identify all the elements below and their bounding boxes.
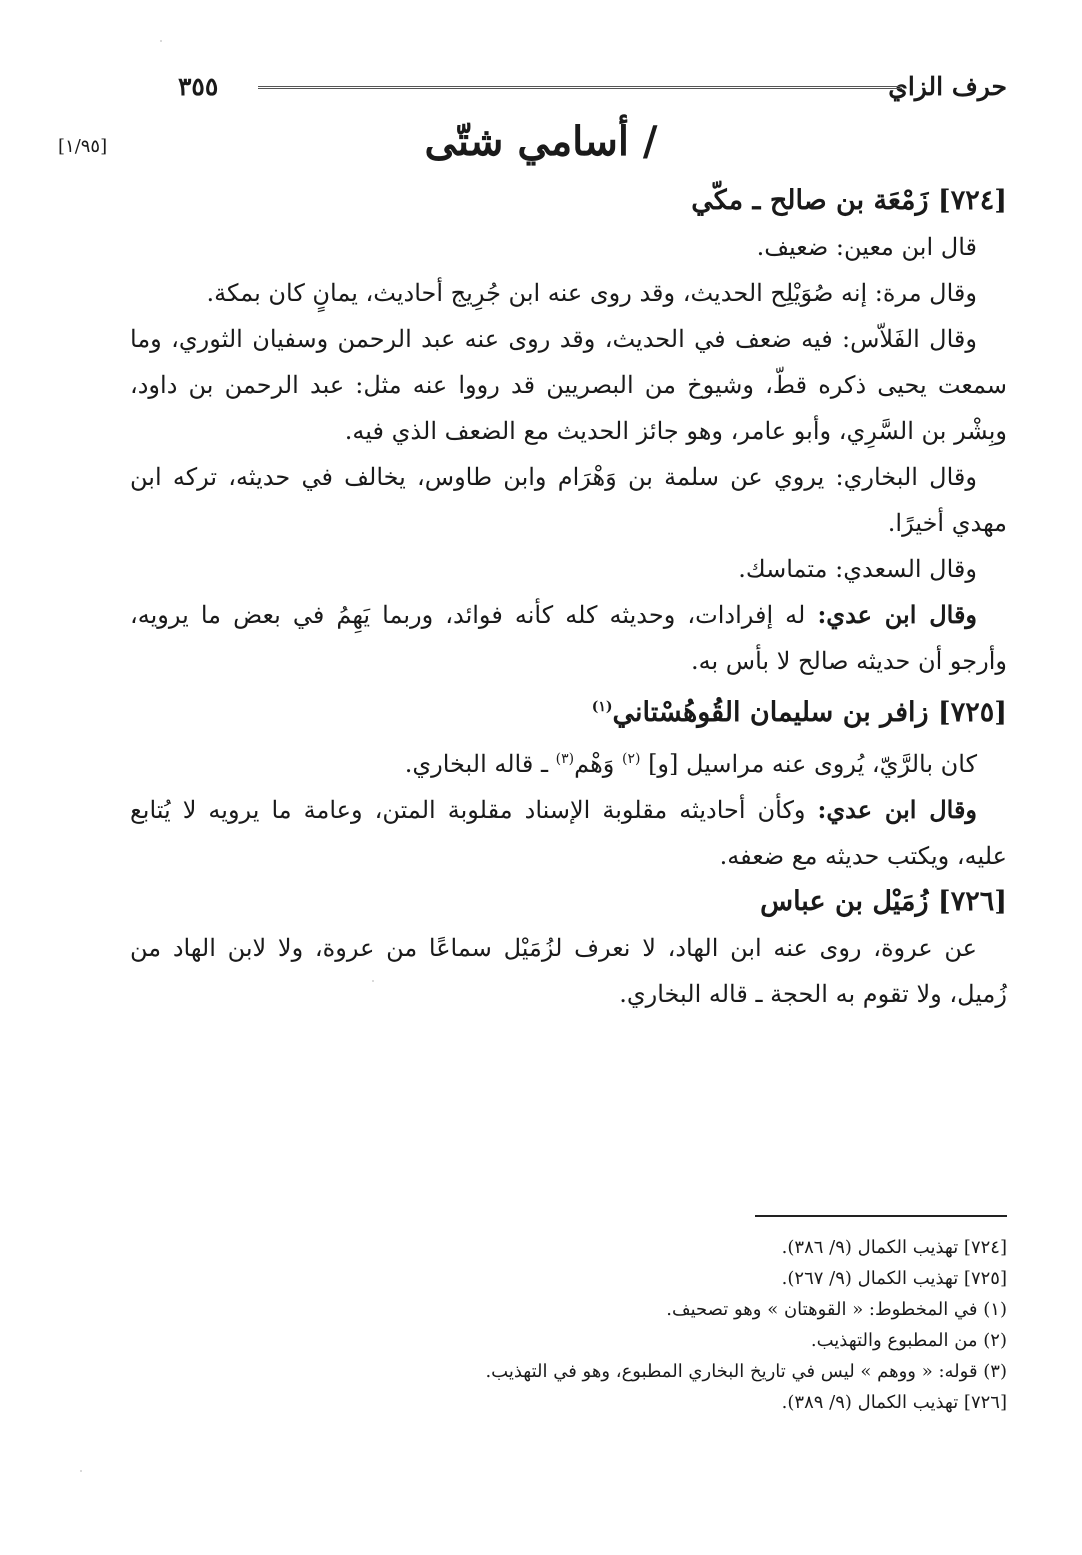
paragraph-text: وَهْم [574, 750, 622, 778]
entry-heading: [٧٢٦] زُمَيْل بن عباس [760, 886, 1007, 917]
footnote: [٧٢٦] تهذيب الكمال (٩/ ٣٨٩). [781, 1392, 1007, 1413]
footnote: (١) في المخطوط: « القوهتان » وهو تصحيف. [666, 1299, 1007, 1320]
footnote: (٣) قوله: « ووهم » ليس في تاريخ البخاري المطبوع، وهو في التهذيب. [485, 1361, 1007, 1382]
scan-speck [160, 40, 162, 42]
footnote-marker: (٢) [621, 751, 641, 767]
paragraph-text: ـ قاله البخاري. [404, 750, 556, 778]
footnote: (٢) من المطبوع والتهذيب. [810, 1330, 1007, 1351]
section-title: / أسامي شتّى [424, 118, 658, 165]
bold-lead: وقال ابن عدي: [817, 600, 978, 629]
scan-speck [80, 1470, 82, 1472]
main-text [130, 178, 1007, 1017]
paragraph: قال ابن معين: ضعيف. [756, 233, 977, 261]
paragraph [130, 592, 1007, 684]
entry-heading: [٧٢٤] زَمْعَة بن صالح ـ مكّي [691, 185, 1007, 216]
footnote: [٧٢٥] تهذيب الكمال (٩/ ٢٦٧). [781, 1268, 1007, 1289]
paragraph: وقال السعدي: متماسك. [738, 555, 977, 583]
running-title: حرف الزاي [888, 72, 1007, 101]
paragraph: عن عروة، روى عنه ابن الهاد، لا نعرف لزُمَيْل سماعًا من عروة، ولا لابن الهاد من زُميل، ولا تقوم به الحجة ـ قاله البخاري. [130, 934, 1007, 1008]
scan-speck [372, 980, 374, 982]
footnotes [130, 1232, 1007, 1418]
paragraph [130, 787, 1007, 879]
entry-heading-text: [٧٢٥] زافر بن سليمان القُوهُسْتاني [612, 697, 1007, 728]
paragraph: وقال مرة: إنه صُوَيْلِح الحديث، وقد روى عنه ابن جُرِيج أحاديث، يمانٍ كان بمكة. [206, 279, 977, 307]
footnote-rule [755, 1215, 1007, 1217]
footnote-marker: (٣) [555, 751, 575, 767]
paragraph: وقال الفَلاّس: فيه ضعف في الحديث، وقد روى عنه عبد الرحمن وسفيان الثوري، وما سمعت يحيى ذكره قطّ، وشيوخ من البصريين قد رووا عنه مثل: عبد الرحمن بن داود، وبِشْر بن السَّرِي، وأبو عامر، وهو جائز الحديث مع الضعف الذي فيه. [130, 325, 1007, 445]
page-number: ٣٥٥ [178, 72, 219, 101]
header-rule [258, 86, 902, 89]
footnote: [٧٢٤] تهذيب الكمال (٩/ ٣٨٦). [781, 1237, 1007, 1258]
footnote-marker: (١) [591, 699, 613, 715]
bold-lead: وقال ابن عدي: [817, 795, 978, 824]
paragraph-text: كان بالرَّيّ، يُروى عنه مراسيل [و] [640, 750, 977, 778]
paragraph-text: له إفرادات، وحديثه كله كأنه فوائد، وربما يَهِمُ في بعض ما يرويه، وأرجو أن حديثه صالح لا بأس به. [130, 601, 1007, 675]
paragraph: وقال البخاري: يروي عن سلمة بن وَهْرَام وابن طاوس، يخالف في حديثه، تركه ابن مهدي أخيرًا. [130, 463, 1007, 537]
entry-heading [130, 684, 1007, 736]
paragraph [130, 736, 1007, 787]
paragraph-text: وكأن أحاديثه مقلوبة الإسناد مقلوبة المتن، وعامة ما يرويه لا يُتابع عليه، ويكتب حديثه مع ضعفه. [130, 796, 1007, 870]
margin-reference: [١/٩٥] [58, 136, 108, 157]
